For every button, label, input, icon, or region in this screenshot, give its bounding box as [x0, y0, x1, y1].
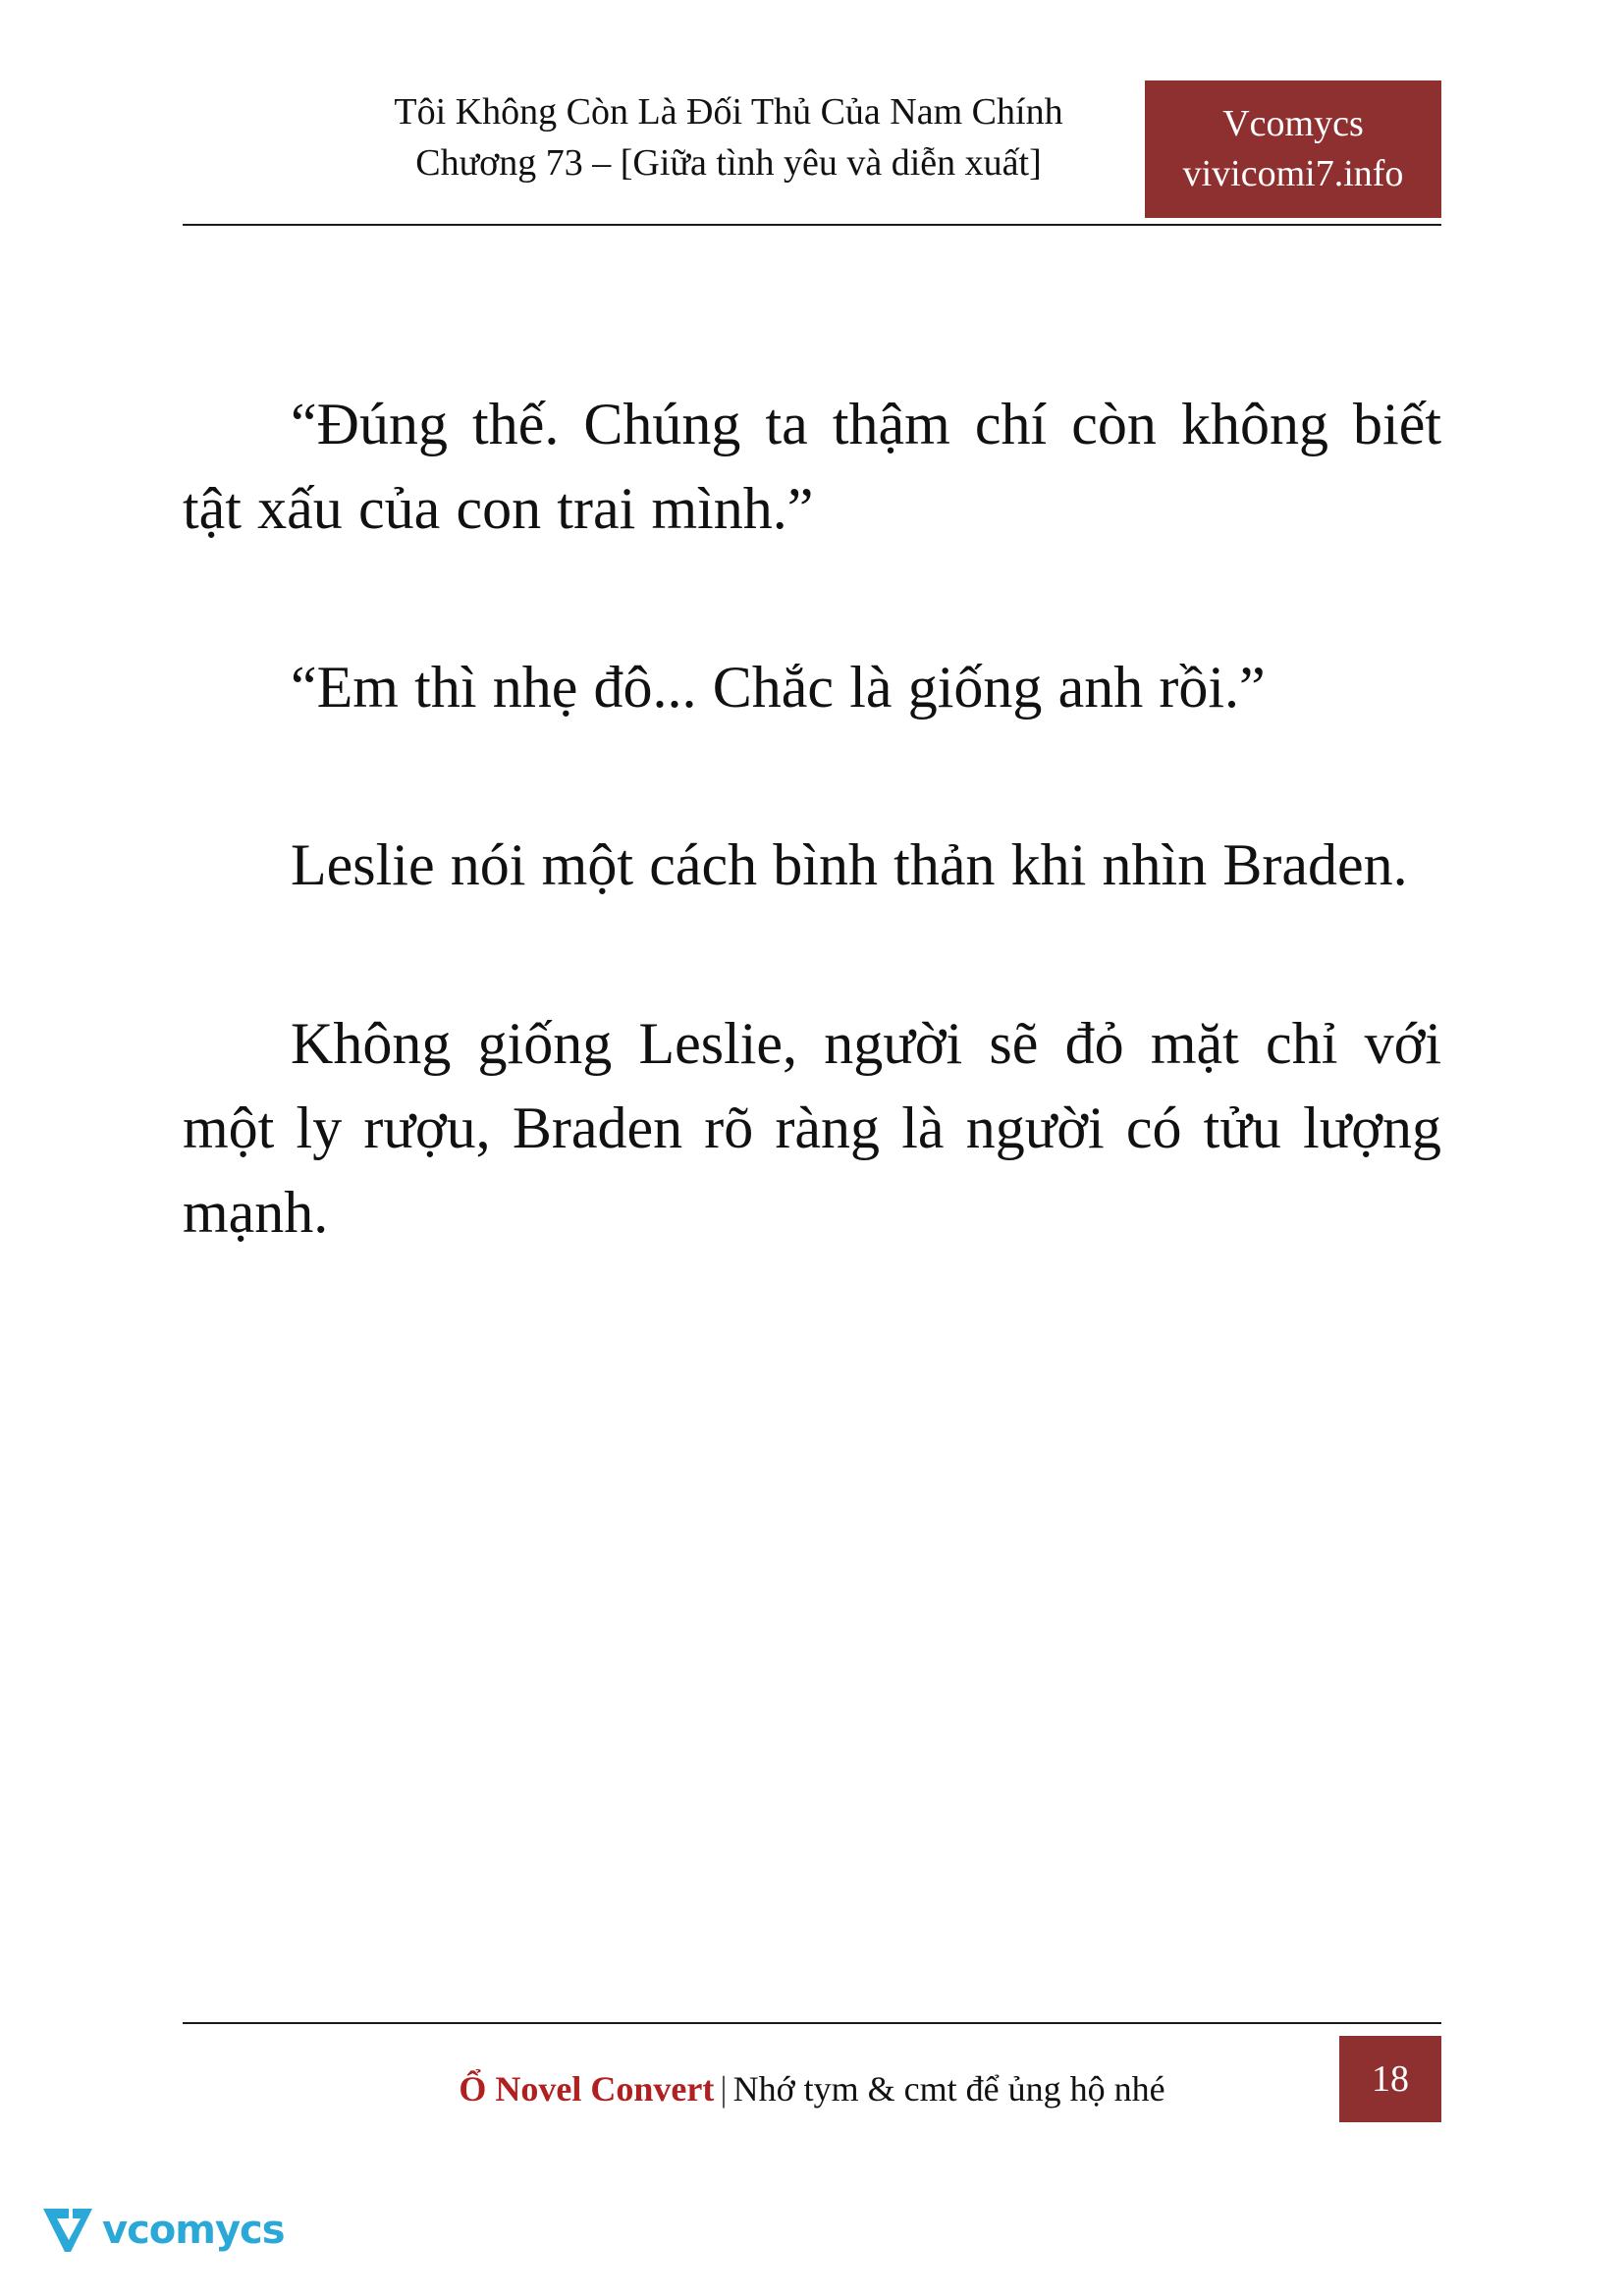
watermark-text: vcomycs — [102, 2208, 285, 2253]
header-title-block — [183, 86, 1274, 189]
site-badge-name: Vcomycs — [1222, 102, 1364, 144]
page-number: 18 — [1339, 2036, 1441, 2122]
footer-note: Nhớ tym & cmt để ủng hộ nhé — [732, 2069, 1165, 2109]
header-title-line1: Tôi Không Còn Là Đối Thủ Của Nam Chính — [394, 91, 1063, 133]
page-header — [183, 86, 1441, 226]
footer-separator: | — [720, 2069, 728, 2109]
site-badge — [1145, 80, 1441, 218]
footer-brand: Ổ Novel Convert — [459, 2069, 715, 2109]
header-chapter-line: Chương 73 – [Giữa tình yêu và diễn xuất] — [415, 142, 1042, 185]
page-footer — [183, 2022, 1441, 2140]
paragraph: “Đúng thế. Chúng ta thậm chí còn không biết tật xấu của con trai mình.” — [183, 392, 1441, 541]
footer-credit — [459, 2068, 1164, 2109]
watermark-logo — [39, 2188, 285, 2272]
site-badge-url: vivicomi7.info — [1182, 153, 1404, 194]
paragraph: Leslie nói một cách bình thản khi nhìn Braden. — [291, 832, 1408, 898]
page-content — [183, 383, 1441, 1255]
vcomycs-mark-icon — [39, 2203, 96, 2258]
paragraph: Không giống Leslie, người sẽ đỏ mặt chỉ với một ly rượu, Braden rõ ràng là người có tửu lượng mạnh. — [183, 1011, 1441, 1245]
paragraph: “Em thì nhẹ đô... Chắc là giống anh rồi.” — [291, 654, 1266, 720]
